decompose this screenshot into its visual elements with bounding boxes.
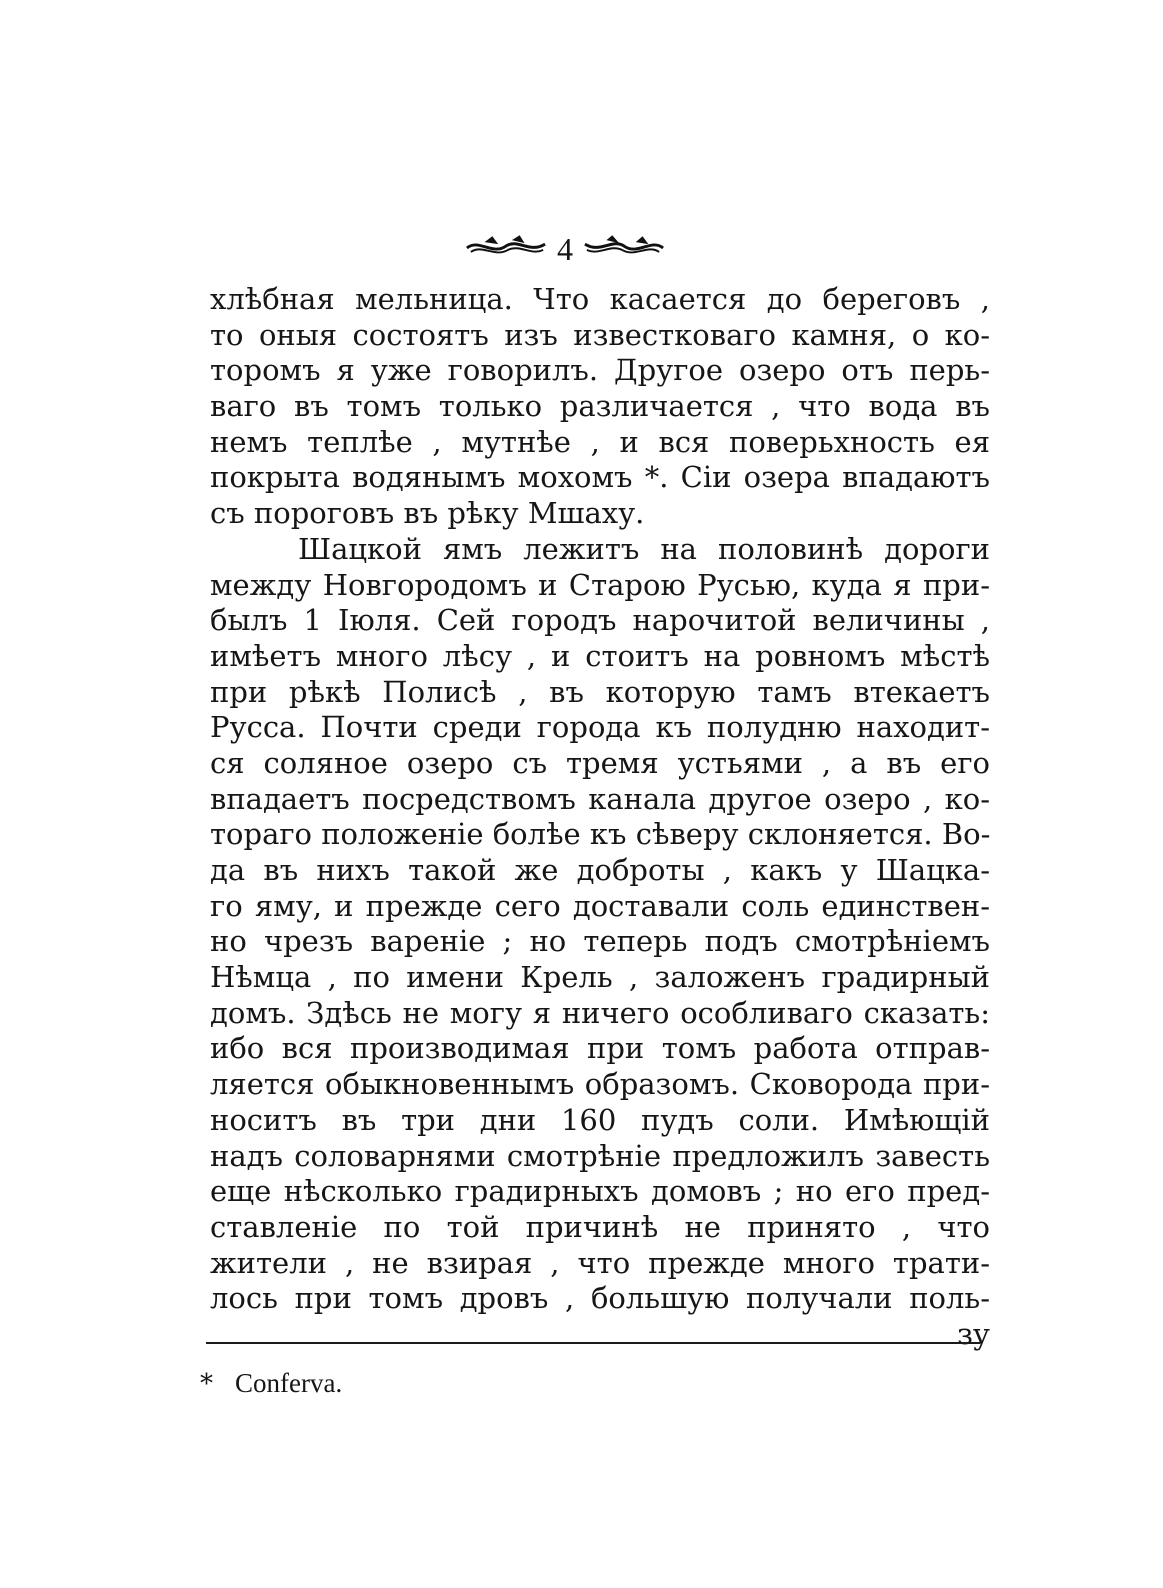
text-line: ибо вся производимая при томъ работа отправ-	[210, 1031, 990, 1066]
text-line: ваго въ томъ только различается , что вода въ	[210, 389, 990, 424]
page-number: 4	[557, 231, 573, 267]
text-line: былъ 1 Іюля. Сей городъ нарочитой величины ,	[210, 603, 990, 638]
text-line: еще нѣсколько градирныхъ домовъ ; но его пред-	[210, 1174, 990, 1209]
text-line: то оныя состоятъ изъ известковаго камня, о ко-	[210, 317, 990, 352]
text-line: Русса. Почти среди города къ полудню находит-	[210, 710, 990, 745]
text-line: да въ нихъ такой же доброты , какъ у Шацка-	[210, 853, 990, 887]
text-line: но чрезъ вареніе ; но теперь подъ смотрѣніемъ	[210, 924, 990, 959]
left-ornament-icon	[465, 234, 547, 260]
text-line: домъ. Здѣсь не могу я ничего особливаго сказать:	[210, 995, 990, 1030]
text-line: Шацкой ямъ лежитъ на половинѣ дороги	[298, 531, 990, 566]
text-line: между Новгородомъ и Старою Русью, куда я при-	[210, 567, 990, 602]
text-line: ставленіе по той причинѣ не принято , что	[210, 1209, 990, 1244]
catchword: зу	[957, 1316, 990, 1351]
text-line: ляется обыкновеннымъ образомъ. Сковорода при-	[210, 1067, 990, 1102]
text-line: го яму, и прежде сего доставали соль единствен-	[210, 888, 990, 923]
text-line: носитъ въ три дни 160 пудъ соли. Имѣющій	[210, 1102, 990, 1137]
text-line: немъ теплѣе , мутнѣе , и вся поверьхность ея	[210, 424, 990, 459]
page-body	[210, 282, 990, 1353]
text-line: Нѣмца , по имени Крель , заложенъ градирный	[210, 960, 990, 995]
text-line: жители , не взирая , что прежде много трати-	[210, 1245, 990, 1280]
text-line: хлѣбная мельница. Что касается до береговъ ,	[210, 282, 990, 316]
page-header	[465, 222, 665, 272]
right-ornament-icon	[583, 234, 665, 260]
footnote-divider	[206, 1342, 980, 1344]
text-line: ся соляное озеро съ тремя устьями , а въ его	[210, 745, 990, 780]
text-line: съ пороговъ въ рѣку Мшаху.	[210, 496, 645, 531]
footnote	[200, 1368, 342, 1399]
text-line: тораго положеніе болѣе къ сѣверу склоняется. Во-	[210, 817, 991, 852]
text-line: покрыта водянымъ мохомъ *. Сіи озера впадаютъ	[210, 460, 990, 495]
footnote-mark: *	[200, 1369, 213, 1399]
text-line: лось при томъ дровъ , большую получали поль-	[210, 1281, 990, 1316]
text-line: впадаетъ посредствомъ канала другое озеро , ко-	[210, 781, 990, 816]
text-line: торомъ я уже говорилъ. Другое озеро отъ перь-	[210, 353, 990, 388]
text-line: при рѣкѣ Полисѣ , въ которую тамъ втекаетъ	[210, 674, 990, 709]
text-line: надъ соловарнями смотрѣніе предложилъ завесть	[210, 1138, 990, 1173]
footnote-text: Conferva.	[235, 1368, 343, 1398]
text-line: имѣетъ много лѣсу , и стоитъ на ровномъ мѣстѣ	[210, 638, 990, 673]
